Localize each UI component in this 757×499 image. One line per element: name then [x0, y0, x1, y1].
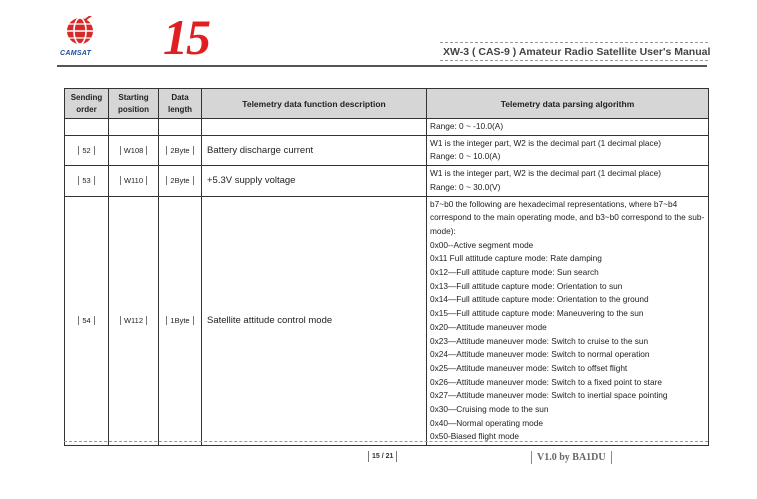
- mode-item: 0x27—Attitude maneuver mode: Switch to inertial space pointing: [430, 390, 668, 401]
- mode-item: 0x30—Cruising mode to the sun: [430, 404, 549, 415]
- algorithm-range: Range: 0 ~ 30.0(V): [430, 181, 501, 192]
- col-starting-position: Starting position: [109, 89, 159, 119]
- mode-item: 0x50-Biased flight mode: [430, 431, 520, 442]
- table-header-row: [65, 89, 709, 119]
- title-dash-bottom: [440, 60, 708, 61]
- parsing-algorithm: [427, 166, 709, 196]
- title-dash-top: [440, 42, 708, 43]
- footer-dash: [64, 441, 708, 442]
- col-sending-order: Sending order: [65, 89, 109, 119]
- table-row: [65, 196, 709, 446]
- mode-item: 0x40—Normal operating mode: [430, 417, 543, 428]
- parsing-algorithm: [427, 135, 709, 165]
- table-row-continuation: [65, 119, 709, 136]
- sending-order: 53: [78, 176, 94, 185]
- starting-position: W108: [120, 146, 148, 155]
- sending-order: 54: [78, 316, 94, 325]
- globe-icon: [65, 16, 95, 48]
- col-parsing-algorithm: Telemetry data parsing algorithm: [427, 89, 709, 119]
- starting-position: W112: [120, 316, 147, 325]
- mode-item: 0x14—Full attitude capture mode: Orientation to the ground: [430, 294, 649, 305]
- col-data-length: Data length: [159, 89, 202, 119]
- function-description: Satellite attitude control mode: [202, 196, 427, 446]
- manual-title: XW-3 ( CAS-9 ) Amateur Radio Satellite User's Manual: [443, 46, 711, 58]
- mode-item: 0x23—Attitude maneuver mode: Switch to cruise to the sun: [430, 335, 649, 346]
- col-function-description: Telemetry data function description: [202, 89, 427, 119]
- mode-item: 0x24—Attitude maneuver mode: Switch to normal operation: [430, 349, 650, 360]
- camsat-logo: [58, 16, 116, 64]
- telemetry-table: [64, 88, 709, 446]
- mode-item: 0x13—Full attitude capture mode: Orientation to sun: [430, 280, 623, 291]
- chapter-number: 15: [163, 9, 209, 65]
- data-length: 2Byte: [166, 176, 193, 185]
- data-length: 1Byte: [166, 316, 193, 325]
- table-row: [65, 135, 709, 165]
- parsing-algorithm: [427, 196, 709, 446]
- logo-text: CAMSAT: [60, 50, 92, 57]
- mode-item: 0x15—Full attitude capture mode: Maneuvering to the sun: [430, 308, 644, 319]
- data-length: 2Byte: [166, 146, 193, 155]
- continuation-range: Range: 0 ~ -10.0(A): [427, 119, 709, 136]
- algorithm-range: Range: 0 ~ 10.0(A): [430, 151, 501, 162]
- algorithm-line: W1 is the integer part, W2 is the decimal part (1 decimal place): [430, 137, 662, 148]
- mode-item: 0x20—Attitude maneuver mode: [430, 321, 547, 332]
- function-description: Battery discharge current: [202, 135, 427, 165]
- table-row: [65, 166, 709, 196]
- header-rule: [57, 65, 707, 67]
- sending-order: 52: [78, 146, 94, 155]
- function-description: +5.3V supply voltage: [202, 166, 427, 196]
- page-number: 15 / 21: [368, 451, 397, 462]
- mode-item: 0x25—Attitude maneuver mode: Switch to offset flight: [430, 362, 628, 373]
- mode-item: 0x12—Full attitude capture mode: Sun search: [430, 267, 599, 278]
- starting-position: W110: [120, 176, 147, 185]
- algorithm-intro: b7~b0 the following are hexadecimal representations, where b7~b4 correspond to the main operating mode, and b3~b0 correspond to the sub-mode):: [430, 198, 705, 236]
- mode-item: 0x00--Active segment mode: [430, 239, 534, 250]
- mode-item: 0x26—Attitude maneuver mode: Switch to a fixed point to stare: [430, 376, 662, 387]
- algorithm-line: W1 is the integer part, W2 is the decimal part (1 decimal place): [430, 168, 662, 179]
- mode-item: 0x11 Full attitude capture mode: Rate damping: [430, 253, 602, 264]
- version-label: V1.0 by BA1DU: [531, 451, 612, 464]
